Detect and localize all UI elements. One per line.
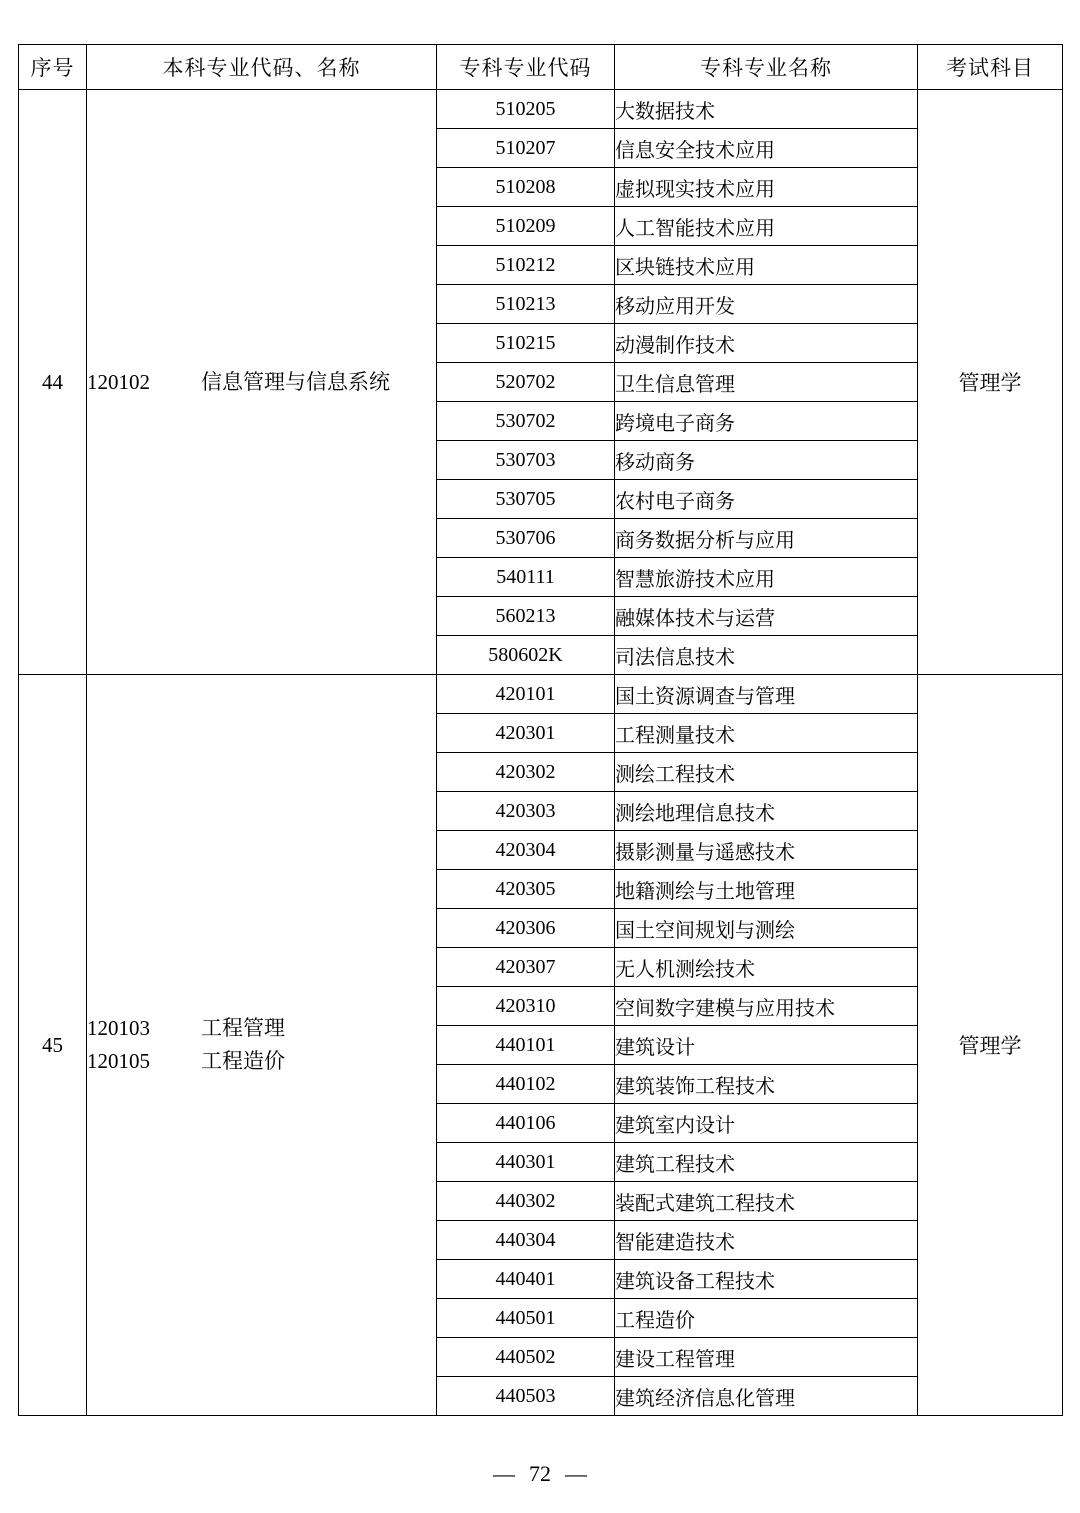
cell-junior-code: 440102 xyxy=(437,1065,615,1104)
cell-junior-name: 动漫制作技术 xyxy=(615,324,918,363)
cell-junior-name: 地籍测绘与土地管理 xyxy=(615,870,918,909)
major-mapping-table xyxy=(18,44,1063,1416)
cell-exam-subject: 管理学 xyxy=(918,675,1063,1416)
cell-junior-code: 510208 xyxy=(437,168,615,207)
cell-junior-name: 融媒体技术与运营 xyxy=(615,597,918,636)
cell-junior-name: 建设工程管理 xyxy=(615,1338,918,1377)
cell-junior-code: 420303 xyxy=(437,792,615,831)
cell-junior-code: 420301 xyxy=(437,714,615,753)
page-number: 72 xyxy=(529,1461,551,1486)
cell-junior-name: 虚拟现实技术应用 xyxy=(615,168,918,207)
cell-junior-name: 智能建造技术 xyxy=(615,1221,918,1260)
cell-junior-code: 540111 xyxy=(437,558,615,597)
cell-junior-code: 420101 xyxy=(437,675,615,714)
cell-junior-code: 510209 xyxy=(437,207,615,246)
undergraduate-major-line xyxy=(87,1045,436,1078)
cell-junior-code: 530705 xyxy=(437,480,615,519)
cell-junior-code: 440304 xyxy=(437,1221,615,1260)
table-header-row xyxy=(19,45,1063,90)
cell-junior-name: 移动商务 xyxy=(615,441,918,480)
cell-junior-code: 530706 xyxy=(437,519,615,558)
cell-junior-code: 440101 xyxy=(437,1026,615,1065)
cell-junior-name: 建筑装饰工程技术 xyxy=(615,1065,918,1104)
cell-junior-name: 无人机测绘技术 xyxy=(615,948,918,987)
cell-undergraduate-major xyxy=(87,90,437,675)
cell-junior-name: 装配式建筑工程技术 xyxy=(615,1182,918,1221)
cell-junior-name: 测绘地理信息技术 xyxy=(615,792,918,831)
cell-junior-code: 510213 xyxy=(437,285,615,324)
cell-junior-code: 440503 xyxy=(437,1377,615,1416)
cell-junior-code: 420304 xyxy=(437,831,615,870)
cell-junior-code: 420302 xyxy=(437,753,615,792)
cell-junior-name: 工程造价 xyxy=(615,1299,918,1338)
cell-exam-subject: 管理学 xyxy=(918,90,1063,675)
cell-junior-name: 建筑经济信息化管理 xyxy=(615,1377,918,1416)
undergraduate-major-name: 工程造价 xyxy=(201,1049,285,1073)
undergraduate-major-code: 120105 xyxy=(87,1049,150,1073)
cell-junior-name: 跨境电子商务 xyxy=(615,402,918,441)
cell-junior-code: 420305 xyxy=(437,870,615,909)
cell-sequence-number: 44 xyxy=(19,90,87,675)
cell-junior-name: 建筑工程技术 xyxy=(615,1143,918,1182)
cell-junior-code: 440502 xyxy=(437,1338,615,1377)
cell-junior-name: 信息安全技术应用 xyxy=(615,129,918,168)
column-header-junior-name: 专科专业名称 xyxy=(615,45,918,90)
page-dash-right: — xyxy=(565,1461,587,1486)
cell-undergraduate-major xyxy=(87,675,437,1416)
cell-junior-name: 区块链技术应用 xyxy=(615,246,918,285)
cell-junior-code: 440401 xyxy=(437,1260,615,1299)
table-header xyxy=(19,45,1063,90)
cell-junior-name: 建筑设计 xyxy=(615,1026,918,1065)
cell-junior-code: 420310 xyxy=(437,987,615,1026)
cell-junior-code: 440302 xyxy=(437,1182,615,1221)
cell-junior-name: 空间数字建模与应用技术 xyxy=(615,987,918,1026)
cell-junior-name: 智慧旅游技术应用 xyxy=(615,558,918,597)
column-header-junior-code: 专科专业代码 xyxy=(437,45,615,90)
cell-junior-code: 510205 xyxy=(437,90,615,129)
column-header-undergraduate-major: 本科专业代码、名称 xyxy=(87,45,437,90)
cell-junior-code: 560213 xyxy=(437,597,615,636)
cell-junior-name: 农村电子商务 xyxy=(615,480,918,519)
cell-junior-name: 司法信息技术 xyxy=(615,636,918,675)
undergraduate-major-line xyxy=(87,1012,436,1045)
cell-junior-code: 440106 xyxy=(437,1104,615,1143)
cell-junior-name: 摄影测量与遥感技术 xyxy=(615,831,918,870)
cell-junior-code: 580602K xyxy=(437,636,615,675)
cell-junior-code: 520702 xyxy=(437,363,615,402)
page-footer xyxy=(0,1461,1080,1487)
cell-junior-name: 大数据技术 xyxy=(615,90,918,129)
cell-sequence-number: 45 xyxy=(19,675,87,1416)
cell-junior-name: 建筑设备工程技术 xyxy=(615,1260,918,1299)
cell-junior-code: 510207 xyxy=(437,129,615,168)
cell-junior-name: 国土资源调查与管理 xyxy=(615,675,918,714)
cell-junior-code: 510212 xyxy=(437,246,615,285)
cell-junior-name: 国土空间规划与测绘 xyxy=(615,909,918,948)
cell-junior-code: 420307 xyxy=(437,948,615,987)
table-row xyxy=(19,90,1063,129)
cell-junior-code: 510215 xyxy=(437,324,615,363)
cell-junior-code: 440301 xyxy=(437,1143,615,1182)
cell-junior-code: 530702 xyxy=(437,402,615,441)
cell-junior-name: 测绘工程技术 xyxy=(615,753,918,792)
column-header-seq: 序号 xyxy=(19,45,87,90)
undergraduate-major-code: 120103 xyxy=(87,1016,150,1041)
undergraduate-major-line xyxy=(87,366,436,399)
cell-junior-name: 工程测量技术 xyxy=(615,714,918,753)
table-body xyxy=(19,90,1063,1416)
cell-junior-name: 建筑室内设计 xyxy=(615,1104,918,1143)
cell-junior-code: 440501 xyxy=(437,1299,615,1338)
undergraduate-major-name: 工程管理 xyxy=(201,1016,285,1041)
cell-junior-name: 卫生信息管理 xyxy=(615,363,918,402)
cell-junior-code: 530703 xyxy=(437,441,615,480)
page-dash-left: — xyxy=(493,1461,515,1486)
cell-junior-name: 人工智能技术应用 xyxy=(615,207,918,246)
cell-junior-name: 商务数据分析与应用 xyxy=(615,519,918,558)
undergraduate-major-name: 信息管理与信息系统 xyxy=(201,369,390,394)
cell-junior-code: 420306 xyxy=(437,909,615,948)
column-header-exam-subject: 考试科目 xyxy=(918,45,1063,90)
table-row xyxy=(19,675,1063,714)
cell-junior-name: 移动应用开发 xyxy=(615,285,918,324)
undergraduate-major-code: 120102 xyxy=(87,369,150,394)
